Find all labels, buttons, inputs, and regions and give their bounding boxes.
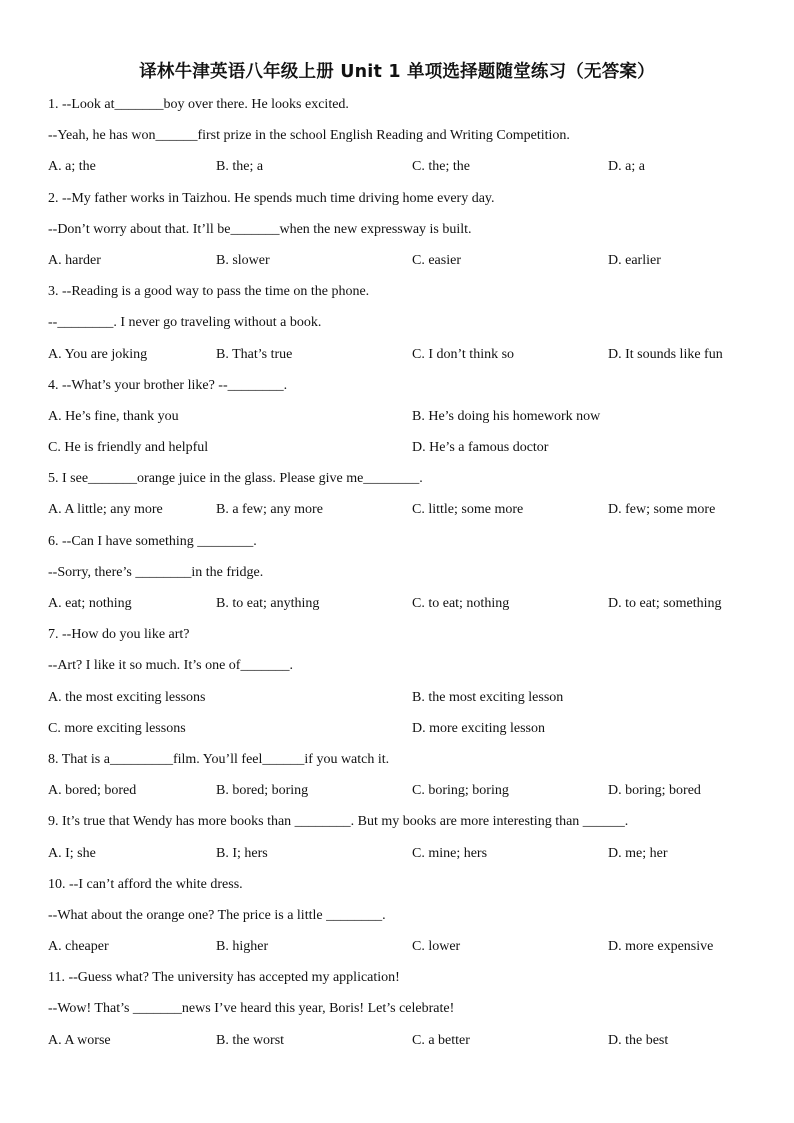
option-c: C. mine; hers <box>412 845 488 861</box>
option-b: B. He’s doing his homework now <box>412 408 601 424</box>
options-row <box>48 780 748 811</box>
question-reply: --Yeah, he has won______first prize in the school English Reading and Writing Competition. <box>48 128 570 144</box>
option-a: A. harder <box>48 252 101 268</box>
option-b: B. the; a <box>216 159 264 175</box>
option-c: C. little; some more <box>412 502 524 518</box>
option-b: B. That’s true <box>216 346 293 362</box>
option-b: B. bored; boring <box>216 783 309 799</box>
question-reply: --Sorry, there’s ________in the fridge. <box>48 564 264 580</box>
question-list <box>48 94 748 1061</box>
option-a: A. bored; bored <box>48 783 137 799</box>
option-d: D. a; a <box>608 159 645 175</box>
option-d: D. He’s a famous doctor <box>412 440 549 456</box>
options-row <box>48 843 748 874</box>
options-row <box>48 437 748 468</box>
question-reply: --Art? I like it so much. It’s one of_______. <box>48 658 293 674</box>
option-b: B. the worst <box>216 1032 285 1048</box>
options-row <box>48 687 748 718</box>
option-c: C. He is friendly and helpful <box>48 440 209 456</box>
option-a: A. A little; any more <box>48 502 163 518</box>
question-reply: --What about the orange one? The price is a little ________. <box>48 907 386 923</box>
option-c: C. easier <box>412 252 461 268</box>
question-stem: 7. --How do you like art? <box>48 627 190 643</box>
option-b: B. higher <box>216 939 269 955</box>
option-a: A. A worse <box>48 1032 111 1048</box>
options-row <box>48 250 748 281</box>
option-b: B. the most exciting lesson <box>412 689 564 705</box>
options-row <box>48 499 748 530</box>
option-d: D. boring; bored <box>608 783 701 799</box>
option-c: C. boring; boring <box>412 783 509 799</box>
option-a: A. You are joking <box>48 346 148 362</box>
option-d: D. the best <box>608 1032 669 1048</box>
question-stem: 8. That is a_________film. You’ll feel______if you watch it. <box>48 751 390 767</box>
option-d: D. me; her <box>608 845 668 861</box>
page-title: 译林牛津英语八年级上册 Unit 1 单项选择题随堂练习（无答案） <box>139 62 655 82</box>
question-stem: 3. --Reading is a good way to pass the time on the phone. <box>48 284 370 300</box>
question-stem: 4. --What’s your brother like? --________. <box>48 377 288 393</box>
question-reply: --Wow! That’s _______news I’ve heard this year, Boris! Let’s celebrate! <box>48 1001 455 1017</box>
option-a: A. a; the <box>48 159 96 175</box>
option-d: D. more exciting lesson <box>412 720 545 736</box>
options-row <box>48 344 748 375</box>
option-a: A. I; she <box>48 845 96 861</box>
option-d: D. more expensive <box>608 939 714 955</box>
options-row <box>48 406 748 437</box>
option-a: A. He’s fine, thank you <box>48 408 179 424</box>
option-c: C. to eat; nothing <box>412 596 510 611</box>
option-b: B. I; hers <box>216 845 268 861</box>
question-stem: 10. --I can’t afford the white dress. <box>48 876 243 892</box>
option-a: A. the most exciting lessons <box>48 689 206 705</box>
option-c: C. the; the <box>412 159 470 175</box>
question-stem: 11. --Guess what? The university has accepted my application! <box>48 970 400 986</box>
options-row <box>48 718 748 749</box>
options-row <box>48 1030 748 1061</box>
option-a: A. cheaper <box>48 939 109 955</box>
question-stem: 6. --Can I have something ________. <box>48 533 257 549</box>
question-reply: --Don’t worry about that. It’ll be_______when the new expressway is built. <box>48 221 472 237</box>
options-row <box>48 936 748 967</box>
option-d: D. few; some more <box>608 502 716 518</box>
question-reply: --________. I never go traveling without a book. <box>48 315 322 331</box>
question-stem: 1. --Look at_______boy over there. He looks excited. <box>48 97 349 112</box>
option-b: B. slower <box>216 252 270 268</box>
question-stem: 5. I see_______orange juice in the glass. Please give me________. <box>48 471 423 487</box>
question-stem: 9. It’s true that Wendy has more books than ________. But my books are more interesting than ______. <box>48 814 629 830</box>
option-c: C. more exciting lessons <box>48 720 186 736</box>
option-d: D. It sounds like fun <box>608 346 723 362</box>
options-row <box>48 156 748 187</box>
option-d: D. to eat; something <box>608 596 722 611</box>
option-c: C. lower <box>412 939 461 955</box>
option-b: B. to eat; anything <box>216 596 320 611</box>
option-a: A. eat; nothing <box>48 596 132 611</box>
options-row <box>48 593 748 624</box>
option-c: C. a better <box>412 1032 470 1048</box>
option-c: C. I don’t think so <box>412 346 515 362</box>
question-stem: 2. --My father works in Taizhou. He spends much time driving home every day. <box>48 190 495 206</box>
option-b: B. a few; any more <box>216 502 323 518</box>
option-d: D. earlier <box>608 252 661 268</box>
